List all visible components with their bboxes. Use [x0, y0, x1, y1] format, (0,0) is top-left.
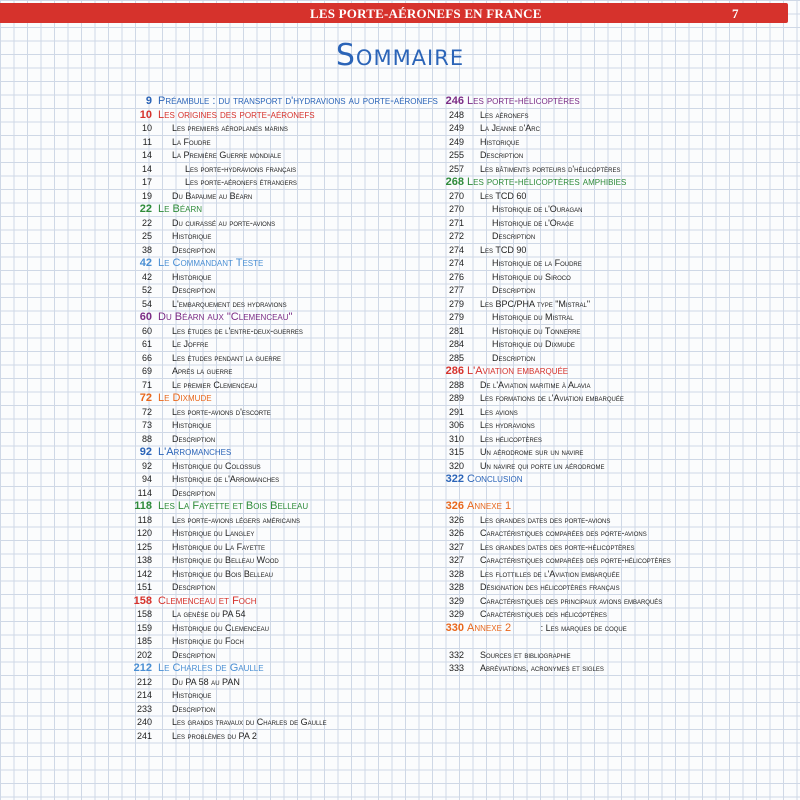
toc-entry-title: Annexe 1 — [467, 500, 512, 512]
toc-page-number: 61 — [141, 339, 152, 349]
toc-entry[interactable] — [130, 527, 430, 541]
toc-entry[interactable] — [440, 608, 770, 622]
toc-entry-title: Les TCD 90 — [480, 244, 527, 255]
toc-entry[interactable] — [440, 649, 770, 663]
toc-entry-title: Caractéristiques comparées des porte-hélicoptères — [480, 555, 671, 565]
toc-page-number: 10 — [139, 108, 152, 121]
toc-entry-title: Préambule : du transport d'hydravions au porte-aéronefs — [158, 95, 438, 107]
toc-entry-title: Caractéristiques des principaux avions embarqués — [480, 595, 663, 606]
toc-entry-title: Historique du Dixmude — [492, 339, 575, 349]
toc-entry[interactable] — [440, 392, 770, 406]
toc-entry[interactable] — [130, 244, 430, 258]
toc-entry-title: Du cuirassé au porte-avions — [172, 217, 276, 228]
toc-page-number: 60 — [141, 325, 152, 336]
toc-entry-title: Les origines des porte-aéronefs — [158, 108, 315, 121]
toc-left-column — [130, 95, 438, 743]
toc-entry-title: Conclusion — [467, 473, 523, 485]
toc-entry[interactable] — [440, 460, 770, 474]
toc-entry-title: Historique de la Foudre — [492, 258, 582, 268]
toc-page-number: 291 — [448, 406, 464, 417]
toc-entry-title: Clemenceau et Foch — [158, 594, 257, 607]
toc-page-number: 118 — [137, 514, 152, 525]
toc-entry[interactable] — [130, 460, 430, 474]
toc-entry[interactable] — [130, 406, 430, 420]
toc-entry-title: Le Commandant Teste — [158, 257, 264, 269]
toc-entry-title: Historique de l'Ouragan — [492, 204, 583, 214]
toc-entry-title: Caractéristiques des hélicoptères — [480, 609, 607, 619]
toc-entry-title: Historique du Colossus — [172, 460, 261, 471]
toc-entry[interactable] — [130, 338, 430, 352]
toc-page-number: 246 — [445, 95, 464, 107]
toc-page-number: 279 — [448, 298, 464, 309]
toc-entry[interactable] — [130, 608, 430, 622]
toc-entry[interactable] — [130, 352, 430, 366]
toc-page-number: 276 — [448, 271, 464, 282]
toc-entry-title: Historique — [172, 690, 212, 700]
toc-entry[interactable] — [440, 419, 770, 433]
toc-page-number: 270 — [448, 204, 464, 214]
toc-entry[interactable] — [440, 257, 770, 271]
toc-section[interactable] — [130, 109, 430, 123]
toc-page-number: 10 — [141, 123, 152, 133]
toc-entry[interactable] — [130, 689, 430, 703]
toc-entry-title: Historique du Belleau Wood — [172, 555, 279, 565]
page-number: 7 — [732, 6, 739, 21]
toc-entry-title: Description — [172, 703, 216, 714]
toc-entry-title: Historique du Clemenceau — [172, 622, 269, 633]
toc-entry[interactable] — [440, 190, 770, 204]
toc-page-number: 241 — [136, 730, 152, 741]
toc-page-number: 306 — [448, 420, 464, 430]
toc-page-number: 212 — [136, 676, 152, 687]
toc-section[interactable] — [440, 500, 770, 514]
toc-section[interactable] — [130, 595, 430, 609]
toc-entry-title: Les flottilles de l'Aviation embarquée — [480, 568, 620, 579]
toc-entry-title: Un aérodrome sur un navire — [480, 447, 584, 457]
toc-entry-title: Les études pendant la guerre — [172, 352, 282, 363]
toc-entry[interactable] — [130, 190, 430, 204]
toc-page-number: 92 — [141, 460, 152, 471]
toc-page-number: 327 — [448, 555, 464, 565]
toc-entry-title: Les BPC/PHA type "Mistral" — [480, 298, 591, 309]
toc-page-number: 333 — [448, 663, 464, 673]
toc-page-number: 22 — [141, 217, 152, 228]
toc-entry-title: Les grandes dates des porte-avions — [480, 514, 611, 525]
toc-page-number: 288 — [448, 379, 464, 390]
toc-entry-title: Historique du Mistral — [492, 312, 574, 322]
toc-page-number: 151 — [136, 582, 152, 592]
toc-section[interactable] — [130, 311, 430, 325]
toc-entry-title: Historique du Bois Belleau — [172, 568, 273, 579]
toc-page-number: 185 — [136, 636, 152, 646]
toc-page-number: 66 — [141, 352, 152, 363]
toc-entry-title: Les avions — [480, 406, 518, 417]
toc-entry[interactable] — [440, 527, 770, 541]
toc-section[interactable] — [130, 446, 430, 460]
toc-entry[interactable] — [130, 284, 430, 298]
toc-page-number: 233 — [136, 703, 152, 714]
toc-entry[interactable] — [440, 406, 770, 420]
toc-entry[interactable] — [130, 271, 430, 285]
toc-entry[interactable] — [440, 554, 770, 568]
toc-entry-title: Les aéronefs — [480, 109, 529, 120]
toc-entry[interactable] — [130, 568, 430, 582]
toc-page-number: 315 — [448, 447, 464, 457]
toc-page-number: 271 — [448, 217, 464, 228]
toc-entry[interactable] — [130, 176, 430, 190]
toc-section[interactable] — [130, 257, 430, 271]
toc-page-number: 326 — [448, 514, 464, 525]
toc-page-number: 328 — [448, 582, 464, 592]
toc-page-number: 19 — [141, 190, 152, 201]
toc-page-number: 60 — [139, 311, 152, 323]
toc-entry-title: Description — [172, 244, 216, 255]
toc-page-number: 42 — [141, 271, 152, 282]
toc-entry-title: Description — [492, 285, 536, 295]
toc-page-number: 214 — [136, 690, 152, 700]
toc-entry[interactable] — [440, 379, 770, 393]
toc-entry-title: L'Arromanches — [158, 446, 232, 458]
toc-page-number: 25 — [141, 231, 152, 241]
toc-entry-title: Les porte-aéronefs étrangers — [185, 177, 297, 187]
toc-entry-title: Les études de l'entre-deux-guerres — [172, 325, 303, 336]
toc-section[interactable] — [440, 176, 770, 190]
toc-page-number: 17 — [141, 177, 152, 187]
toc-entry[interactable] — [440, 271, 770, 285]
toc-entry-title: Description — [492, 352, 536, 363]
toc-entry[interactable] — [130, 365, 430, 379]
toc-page-number: 114 — [137, 487, 152, 498]
toc-page-number: 14 — [141, 163, 152, 174]
toc-entry[interactable] — [130, 487, 430, 501]
toc-entry[interactable] — [130, 730, 430, 744]
toc-page-number: 212 — [133, 662, 152, 674]
toc-entry-title: Le Béarn — [158, 203, 203, 215]
toc-entry-title: Le Joffre — [172, 339, 209, 349]
toc-entry[interactable] — [130, 230, 430, 244]
toc-entry[interactable] — [440, 568, 770, 582]
page-header — [0, 0, 800, 23]
toc-section[interactable] — [130, 203, 430, 217]
toc-page-number: 279 — [448, 312, 464, 322]
toc-page-number: 286 — [445, 365, 464, 377]
toc-page-number: 326 — [445, 500, 464, 512]
toc-page-number: 120 — [136, 528, 152, 538]
toc-entry[interactable] — [440, 149, 770, 163]
toc-entry-title: Historique — [172, 420, 212, 430]
toc-entry[interactable] — [130, 622, 430, 636]
toc-entry-title: Les problèmes du PA 2 — [172, 730, 257, 741]
page-title: Sommaire — [335, 38, 465, 73]
toc-page-number: 125 — [136, 541, 152, 552]
toc-entry[interactable] — [130, 149, 430, 163]
toc-page-number: 72 — [139, 392, 152, 404]
toc-entry-title: Annexe 2 : Les marques de coque — [467, 621, 627, 634]
toc-entry-title: Un navire qui porte un aérodrome — [480, 460, 605, 471]
toc-page-number: 249 — [448, 136, 464, 147]
toc-entry[interactable] — [130, 716, 430, 730]
toc-entry-title: Les porte-hélicoptères amphibies — [467, 176, 627, 188]
toc-page-number: 142 — [136, 568, 152, 579]
toc-right-column — [440, 95, 770, 676]
toc-entry[interactable] — [130, 473, 430, 487]
toc-page-number: 272 — [448, 231, 464, 241]
toc-page-number: 11 — [142, 136, 152, 147]
toc-page-number: 14 — [141, 150, 152, 160]
toc-entry-title: Description — [172, 285, 216, 295]
toc-entry[interactable] — [440, 325, 770, 339]
toc-entry[interactable] — [130, 541, 430, 555]
toc-page-number: 255 — [448, 150, 464, 160]
toc-page-number: 329 — [448, 609, 464, 619]
toc-entry[interactable] — [440, 244, 770, 258]
toc-entry-title: Les porte-hélicoptères — [467, 95, 580, 107]
toc-page-number: 92 — [139, 446, 152, 458]
toc-entry-title: Historique — [172, 271, 212, 282]
toc-entry[interactable] — [130, 298, 430, 312]
toc-entry[interactable] — [440, 298, 770, 312]
toc-entry[interactable] — [130, 635, 430, 649]
toc-page-number: 88 — [141, 433, 152, 444]
toc-entry[interactable] — [130, 676, 430, 690]
toc-page-number: 248 — [448, 109, 464, 120]
toc-page-number: 159 — [136, 622, 152, 633]
toc-entry-title: Description — [172, 433, 216, 444]
toc-entry-title: De l'Aviation maritime à Alavia — [480, 379, 591, 390]
toc-entry[interactable] — [130, 649, 430, 663]
toc-entry[interactable] — [440, 311, 770, 325]
toc-section[interactable] — [130, 392, 430, 406]
toc-page-number: 240 — [136, 717, 152, 727]
toc-entry-title: Historique du La Fayette — [172, 541, 265, 552]
toc-entry[interactable] — [440, 163, 770, 177]
toc-entry[interactable] — [130, 122, 430, 136]
toc-page-number: 71 — [141, 379, 152, 390]
toc-entry[interactable] — [440, 541, 770, 555]
toc-page-number: 202 — [136, 649, 152, 660]
toc-page-number: 52 — [141, 285, 152, 295]
toc-entry-title: Historique — [480, 136, 520, 147]
toc-entry-title: Les porte-avions légers américains — [172, 514, 300, 525]
toc-entry-title: Les porte-hydravions français — [185, 163, 297, 174]
toc-entry-title: Les hydravions — [480, 420, 535, 430]
toc-entry-title: Après la guerre — [172, 366, 233, 376]
toc-section[interactable] — [440, 473, 770, 487]
toc-page-number: 42 — [139, 257, 152, 269]
toc-page-number: 94 — [141, 474, 152, 484]
toc-entry-title: La Jeanne d'Arc — [480, 123, 540, 133]
toc-page-number: 38 — [141, 244, 152, 255]
toc-entry[interactable] — [440, 122, 770, 136]
toc-spacer — [440, 487, 770, 501]
toc-entry[interactable] — [440, 284, 770, 298]
toc-entry-title: Sources et bibliographie — [480, 649, 571, 660]
toc-entry[interactable] — [440, 230, 770, 244]
toc-spacer — [440, 635, 770, 649]
toc-entry-title: Description — [172, 487, 216, 498]
toc-entry-title: Les premiers aéroplanes marins — [172, 123, 288, 133]
toc-entry[interactable] — [440, 136, 770, 150]
toc-entry-title: Le Dixmude — [158, 392, 212, 404]
toc-entry-title: Les grandes dates des porte-hélicoptères — [480, 541, 635, 552]
toc-entry[interactable] — [440, 203, 770, 217]
toc-entry[interactable] — [130, 554, 430, 568]
toc-entry[interactable] — [130, 379, 430, 393]
toc-page-number: 54 — [141, 298, 152, 309]
toc-page-number: 118 — [134, 500, 152, 512]
toc-page-number: 274 — [448, 244, 464, 255]
toc-entry-title: Désignation des hélicoptères français — [480, 582, 620, 592]
toc-entry[interactable] — [440, 446, 770, 460]
toc-entry-title: La Foudre — [172, 136, 211, 147]
toc-entry-title: Caractéristiques comparées des porte-avions — [480, 528, 647, 538]
toc-entry-title: Les formations de l'Aviation embarquée — [480, 393, 624, 403]
toc-entry[interactable] — [130, 581, 430, 595]
toc-entry-title: La genèse du PA 54 — [172, 609, 246, 619]
toc-page-number: 158 — [136, 609, 152, 619]
toc-page-number: 257 — [448, 163, 464, 174]
toc-section[interactable] — [440, 365, 770, 379]
toc-entry-title: Les porte-avions d'escorte — [172, 406, 271, 417]
toc-page-number: 138 — [136, 555, 152, 565]
toc-entry-title: Historique du Siroco — [492, 271, 571, 282]
toc-page-number: 69 — [141, 366, 152, 376]
toc-entry-title: Le Charles de Gaulle — [158, 662, 264, 674]
toc-section[interactable] — [440, 622, 770, 636]
toc-page-number: 73 — [141, 420, 152, 430]
toc-page-number: 322 — [445, 473, 464, 485]
toc-entry-title: Description — [172, 649, 216, 660]
toc-entry[interactable] — [130, 325, 430, 339]
toc-entry[interactable] — [440, 217, 770, 231]
toc-entry-title: Les bâtiments porteurs d'hélicoptères — [480, 163, 621, 174]
toc-entry[interactable] — [130, 163, 430, 177]
toc-page-number: 249 — [448, 123, 464, 133]
toc-entry-title: Historique de l'Arromanches — [172, 474, 280, 484]
toc-entry-title: Historique du Langley — [172, 528, 255, 538]
toc-page-number: 22 — [139, 203, 152, 215]
toc-entry-title: La Première Guerre mondiale — [172, 150, 282, 160]
toc-entry-title: Du Bapaume au Béarn — [172, 190, 253, 201]
toc-page-number: 326 — [448, 528, 464, 538]
toc-page-number: 158 — [133, 594, 152, 607]
toc-entry-title: L'embarquement des hydravions — [172, 298, 287, 309]
toc-entry-title: Historique du Foch — [172, 636, 244, 646]
toc-page-number: 328 — [448, 568, 464, 579]
toc-page-number: 310 — [448, 433, 464, 444]
toc-page-number: 268 — [445, 176, 464, 188]
toc-entry-suffix: : Les marques de coque — [538, 622, 627, 633]
toc-page-number: 270 — [448, 190, 464, 201]
toc-entry-title: Historique — [172, 231, 212, 241]
toc-entry-title: Du PA 58 au PAN — [172, 676, 240, 687]
toc-entry-title: Description — [492, 231, 536, 241]
toc-page-number: 285 — [448, 352, 464, 363]
toc-page-number: 274 — [448, 258, 464, 268]
toc-section[interactable] — [130, 95, 438, 109]
toc-entry-title: Les hélicoptères — [480, 433, 542, 444]
toc-page-number: 329 — [448, 595, 464, 606]
toc-section[interactable] — [130, 662, 430, 676]
toc-entry[interactable] — [130, 514, 430, 528]
toc-page-number: 72 — [141, 406, 152, 417]
toc-entry-title: Les TCD 60 — [480, 190, 527, 201]
toc-page-number: 9 — [145, 95, 152, 107]
toc-entry[interactable] — [440, 109, 770, 123]
toc-page-number: 281 — [448, 325, 464, 336]
toc-page-number: 289 — [448, 393, 464, 403]
toc-entry-title: Les La Fayette et Bois Belleau — [158, 500, 309, 512]
toc-entry-title: Les grands travaux du Charles de Gaulle — [172, 717, 327, 727]
toc-entry-title: Description — [480, 150, 524, 160]
toc-page-number: 327 — [448, 541, 464, 552]
toc-entry[interactable] — [130, 419, 430, 433]
toc-entry[interactable] — [440, 352, 770, 366]
toc-entry[interactable] — [130, 136, 430, 150]
toc-entry[interactable] — [440, 433, 770, 447]
toc-page-number: 332 — [448, 649, 464, 660]
toc-entry[interactable] — [440, 514, 770, 528]
toc-entry[interactable] — [130, 217, 430, 231]
toc-page-number: 284 — [448, 339, 464, 349]
toc-entry-title: Historique du Tonnerre — [492, 325, 581, 336]
running-title: LES PORTE-AÉRONEFS EN FRANCE — [310, 6, 542, 21]
toc-entry[interactable] — [440, 581, 770, 595]
toc-entry-title: Description — [172, 582, 216, 592]
toc-entry[interactable] — [440, 662, 770, 676]
toc-entry[interactable] — [130, 703, 430, 717]
toc-section[interactable] — [440, 95, 770, 109]
toc-page-number: 320 — [448, 460, 464, 471]
toc-page-number: 277 — [448, 285, 464, 295]
toc-entry-title: L'Aviation embarquée — [467, 365, 569, 377]
toc-entry-title: Du Béarn aux "Clemenceau" — [158, 311, 293, 323]
toc-entry[interactable] — [440, 338, 770, 352]
toc-page-number: 330 — [445, 621, 464, 634]
toc-entry-title: Le premier Clemenceau — [172, 379, 258, 390]
toc-section[interactable] — [130, 500, 430, 514]
toc-entry-title: Historique de l'Orage — [492, 217, 574, 228]
toc-entry-title: Abréviations, acronymes et sigles — [480, 663, 604, 673]
toc-entry[interactable] — [130, 433, 430, 447]
toc-entry[interactable] — [440, 595, 770, 609]
